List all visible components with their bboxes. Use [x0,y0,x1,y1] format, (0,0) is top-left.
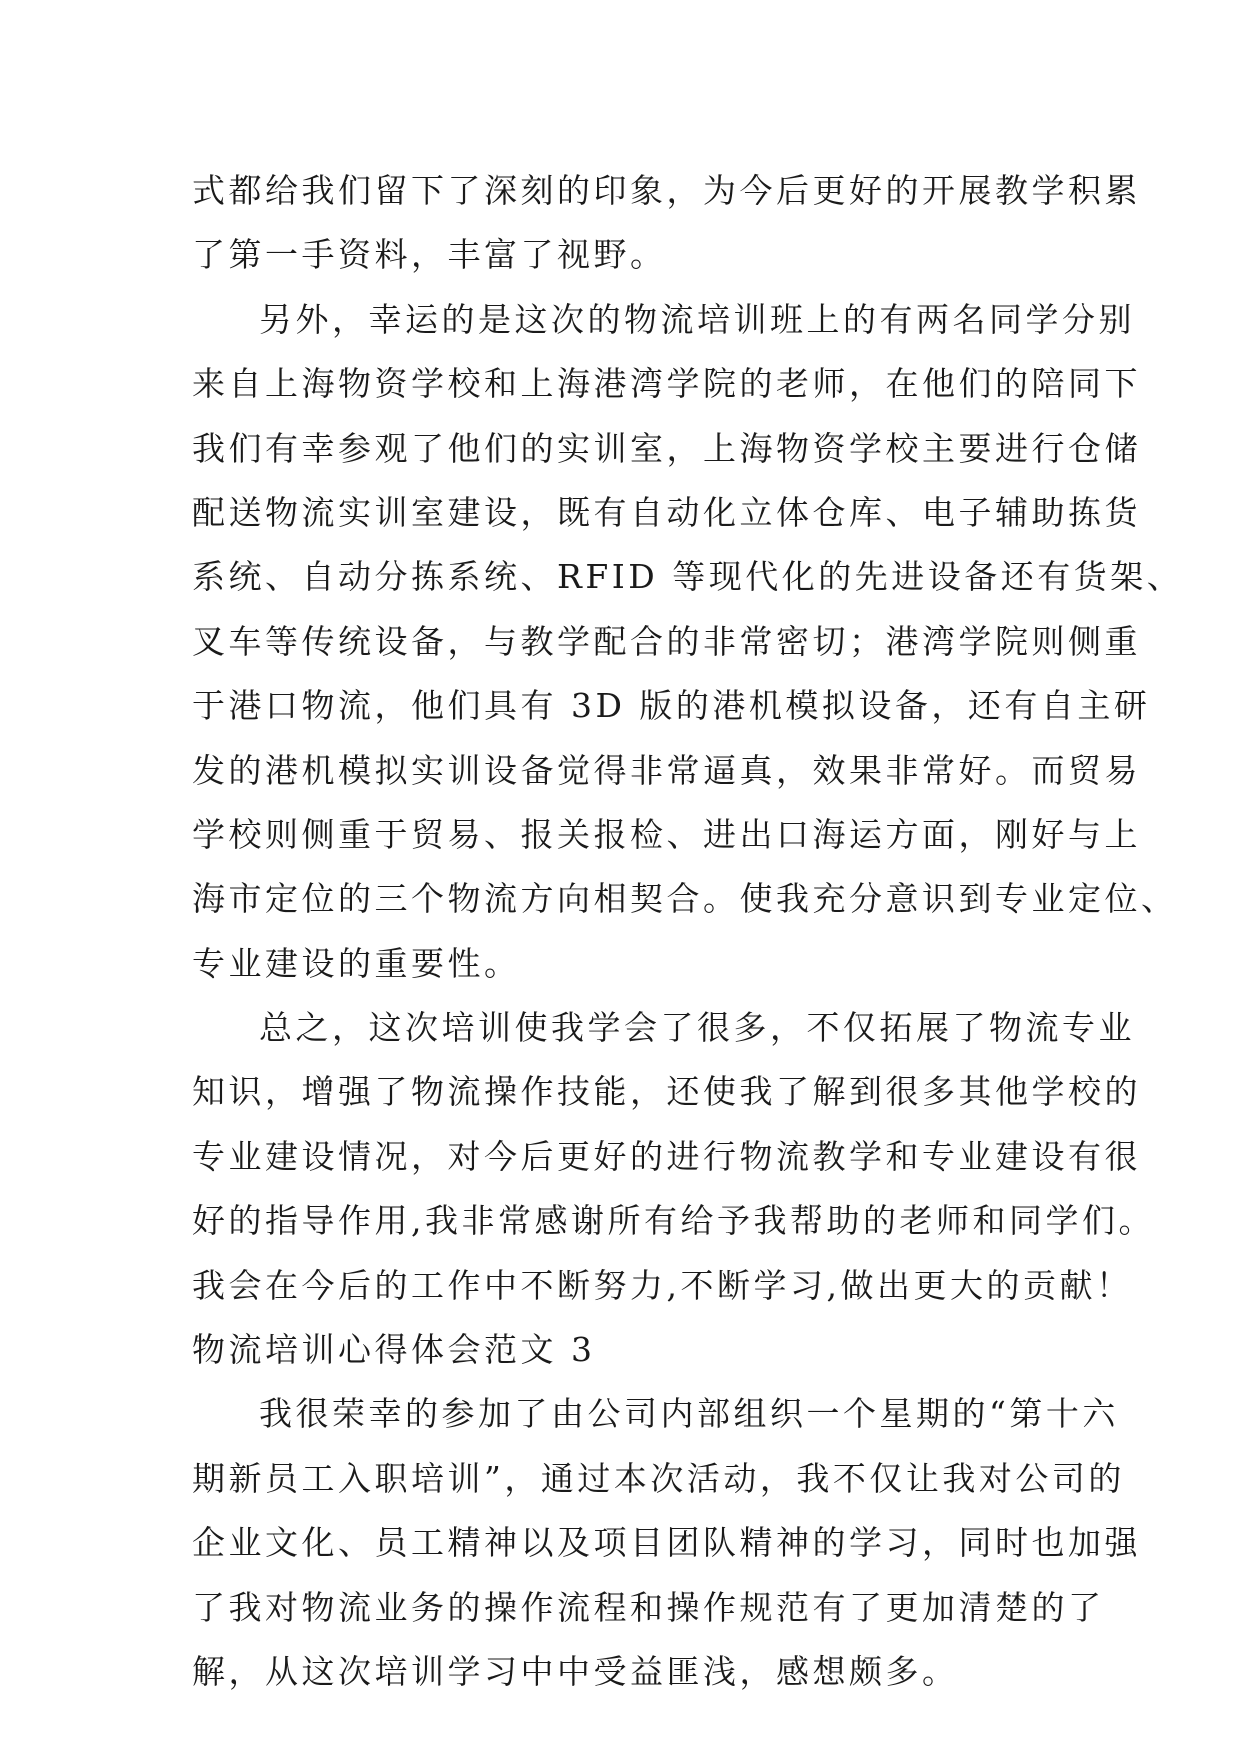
paragraph-start-line: 我很荣幸的参加了由公司内部组织一个星期的“第十六 [259,1394,1119,1434]
text-line: 好的指导作用,我非常感谢所有给予我帮助的老师和同学们。 [192,1201,1155,1241]
text-line: 叉车等传统设备，与教学配合的非常密切；港湾学院则侧重 [192,621,1141,661]
text-line: 来自上海物资学校和上海港湾学院的老师，在他们的陪同下 [192,364,1141,404]
text-line: 解，从这次培训学习中中受益匪浅，感想颇多。 [192,1651,959,1691]
text-line: 期新员工入职培训”，通过本次活动，我不仅让我对公司的 [192,1458,1125,1498]
text-line: 学校则侧重于贸易、报关报检、进出口海运方面，刚好与上 [192,814,1141,854]
paragraph-start-line: 总之，这次培训使我学会了很多，不仅拓展了物流专业 [259,1008,1135,1048]
text-line: 我们有幸参观了他们的实训室，上海物资学校主要进行仓储 [192,428,1141,468]
document-body [192,159,1184,1704]
text-line: 了我对物流业务的操作流程和操作规范有了更加清楚的了 [192,1587,1105,1627]
text-line: 专业建设情况，对今后更好的进行物流教学和专业建设有很 [192,1136,1141,1176]
text-line: 企业文化、员工精神以及项目团队精神的学习，同时也加强 [192,1523,1141,1563]
text-line: 了第一手资料，丰富了视野。 [192,235,667,275]
text-line: 海市定位的三个物流方向相契合。使我充分意识到专业定位、 [192,879,1178,919]
text-line: 式都给我们留下了深刻的印象，为今后更好的开展教学积累 [192,171,1141,210]
text-line: 专业建设的重要性。 [192,943,521,983]
paragraph-start-line: 另外，幸运的是这次的物流培训班上的有两名同学分别 [259,299,1135,339]
text-line: 于港口物流，他们具有 3D 版的港机模拟设备，还有自主研 [192,686,1151,726]
text-line: 系统、自动分拣系统、RFID 等现代化的先进设备还有货架、 [192,557,1184,597]
text-line: 我会在今后的工作中不断努力,不断学习,做出更大的贡献！ [192,1265,1133,1305]
text-line: 配送物流实训室建设，既有自动化立体仓库、电子辅助拣货 [192,492,1141,532]
text-line: 发的港机模拟实训设备觉得非常逼真，效果非常好。而贸易 [192,750,1141,790]
section-heading: 物流培训心得体会范文 3 [192,1330,596,1370]
text-line: 知识，增强了物流操作技能，还使我了解到很多其他学校的 [192,1072,1141,1112]
